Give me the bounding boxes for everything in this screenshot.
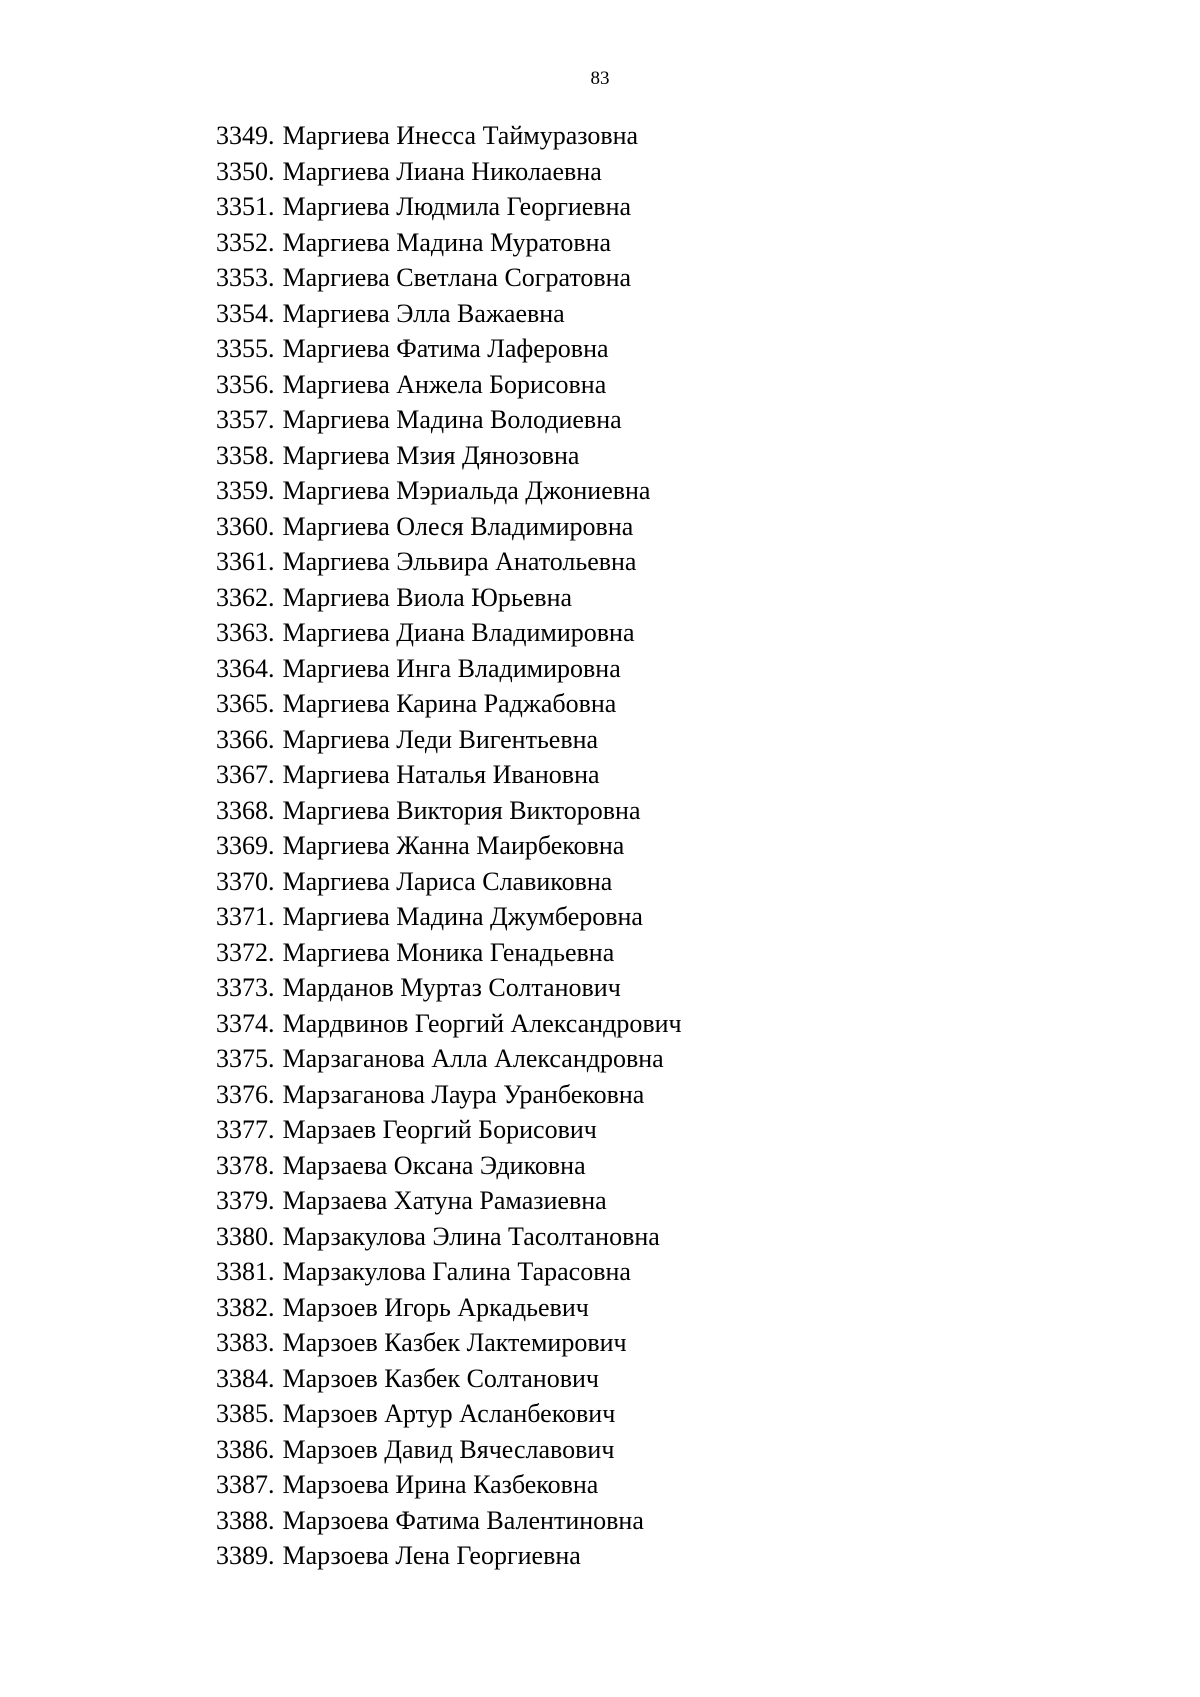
person-name: Маргиева Виктория Викторовна: [282, 795, 641, 825]
list-item: [216, 118, 682, 154]
item-number: 3385.: [216, 1399, 275, 1428]
person-name: Маргиева Наталья Ивановна: [282, 760, 600, 789]
person-name: Маргиева Мэриальда Джониевна: [282, 476, 651, 505]
item-number: 3368.: [216, 795, 275, 825]
item-number: 3355.: [216, 334, 275, 363]
list-item: [216, 828, 682, 864]
item-number: 3382.: [216, 1292, 275, 1322]
person-name: Марзоева Лена Георгиевна: [282, 1541, 581, 1570]
list-item: [216, 1290, 682, 1326]
person-name: Маргиева Моника Генадьевна: [282, 937, 615, 967]
person-name: Маргиева Леди Вигентьевна: [282, 724, 599, 754]
list-item: [216, 970, 682, 1006]
person-name: Маргиева Олеся Владимировна: [282, 511, 634, 541]
item-number: 3375.: [216, 1044, 275, 1073]
item-number: 3349.: [216, 121, 275, 150]
list-item: [216, 1183, 682, 1219]
list-item: [216, 225, 682, 261]
list-item: [216, 402, 682, 438]
page-number: 83: [590, 68, 610, 89]
item-number: 3351.: [216, 192, 275, 221]
person-name: Марзакулова Элина Тасолтановна: [282, 1221, 660, 1251]
list-item: [216, 544, 682, 580]
item-number: 3352.: [216, 227, 275, 257]
list-item: [216, 438, 682, 474]
person-name: Маргиева Лиана Николаевна: [282, 156, 602, 186]
list-item: [216, 260, 682, 296]
item-number: 3361.: [216, 547, 275, 576]
list-item: [216, 935, 682, 971]
person-name: Маргиева Эльвира Анатольевна: [282, 547, 637, 576]
list-item: [216, 686, 682, 722]
list-item: [216, 722, 682, 758]
list-item: [216, 189, 682, 225]
person-name: Марзоев Артур Асланбекович: [282, 1399, 616, 1428]
item-number: 3374.: [216, 1008, 275, 1038]
list-item: [216, 899, 682, 935]
person-name: Маргиева Инга Владимировна: [282, 653, 621, 683]
list-item: [216, 757, 682, 793]
person-name: Марзоева Фатима Валентиновна: [282, 1505, 644, 1535]
list-item: [216, 1503, 682, 1539]
list-item: [216, 331, 682, 367]
item-number: 3360.: [216, 511, 275, 541]
item-number: 3377.: [216, 1115, 275, 1144]
list-item: [216, 1006, 682, 1042]
person-name: Марзаева Оксана Эдиковна: [282, 1150, 586, 1180]
person-name: Маргиева Инесса Таймуразовна: [282, 121, 639, 150]
list-item: [216, 651, 682, 687]
person-name: Марзоев Давид Вячеславович: [282, 1434, 615, 1464]
person-name: Маргиева Мзия Дянозовна: [282, 440, 580, 470]
list-item: [216, 1432, 682, 1468]
item-number: 3356.: [216, 369, 275, 399]
person-name: Маргиева Карина Раджабовна: [282, 689, 617, 718]
item-number: 3357.: [216, 405, 275, 434]
item-number: 3366.: [216, 724, 275, 754]
item-number: 3362.: [216, 582, 275, 612]
item-number: 3372.: [216, 937, 275, 967]
person-name: Маргиева Мадина Володиевна: [282, 405, 622, 434]
list-item: [216, 1325, 682, 1361]
item-number: 3376.: [216, 1079, 275, 1109]
list-item: [216, 1219, 682, 1255]
person-name: Маргиева Мадина Джумберовна: [282, 902, 643, 931]
item-number: 3363.: [216, 618, 275, 647]
list-item: [216, 1361, 682, 1397]
person-name: Маргиева Лариса Славиковна: [282, 866, 613, 896]
person-name: Марзаганова Алла Александровна: [282, 1044, 664, 1073]
item-number: 3384.: [216, 1363, 275, 1393]
person-name: Марзаев Георгий Борисович: [282, 1115, 597, 1144]
list-item: [216, 1112, 682, 1148]
person-name: Марзоев Игорь Аркадьевич: [282, 1292, 589, 1322]
list-item: [216, 367, 682, 403]
list-item: [216, 615, 682, 651]
person-name: Марзоева Ирина Казбековна: [282, 1470, 599, 1499]
item-number: 3381.: [216, 1257, 275, 1286]
person-name: Маргиева Анжела Борисовна: [282, 369, 607, 399]
item-number: 3359.: [216, 476, 275, 505]
item-number: 3373.: [216, 973, 275, 1002]
list-item: [216, 473, 682, 509]
item-number: 3365.: [216, 689, 275, 718]
item-number: 3367.: [216, 760, 275, 789]
list-item: [216, 580, 682, 616]
item-number: 3350.: [216, 156, 275, 186]
item-number: 3371.: [216, 902, 275, 931]
item-number: 3378.: [216, 1150, 275, 1180]
item-number: 3353.: [216, 263, 275, 292]
list-item: [216, 1077, 682, 1113]
item-number: 3386.: [216, 1434, 275, 1464]
item-number: 3387.: [216, 1470, 275, 1499]
item-number: 3370.: [216, 866, 275, 896]
item-number: 3388.: [216, 1505, 275, 1535]
person-name: Марзаева Хатуна Рамазиевна: [282, 1186, 607, 1215]
name-list: [216, 118, 682, 1574]
list-item: [216, 1396, 682, 1432]
list-item: [216, 793, 682, 829]
person-name: Маргиева Элла Важаевна: [282, 298, 565, 328]
person-name: Марзакулова Галина Тарасовна: [282, 1257, 631, 1286]
list-item: [216, 1148, 682, 1184]
person-name: Маргиева Светлана Согратовна: [282, 263, 632, 292]
item-number: 3364.: [216, 653, 275, 683]
person-name: Марданов Муртаз Солтанович: [282, 973, 621, 1002]
list-item: [216, 296, 682, 332]
list-item: [216, 1254, 682, 1290]
item-number: 3380.: [216, 1221, 275, 1251]
item-number: 3389.: [216, 1541, 275, 1570]
person-name: Марзоев Казбек Солтанович: [282, 1363, 599, 1393]
person-name: Мардвинов Георгий Александрович: [282, 1008, 682, 1038]
list-item: [216, 509, 682, 545]
person-name: Маргиева Людмила Георгиевна: [282, 192, 632, 221]
item-number: 3383.: [216, 1328, 275, 1357]
item-number: 3369.: [216, 831, 275, 860]
item-number: 3379.: [216, 1186, 275, 1215]
item-number: 3358.: [216, 440, 275, 470]
list-item: [216, 1538, 682, 1574]
person-name: Марзоев Казбек Лактемирович: [282, 1328, 627, 1357]
list-item: [216, 1041, 682, 1077]
list-item: [216, 1467, 682, 1503]
person-name: Маргиева Диана Владимировна: [282, 618, 635, 647]
person-name: Маргиева Жанна Маирбековна: [282, 831, 625, 860]
person-name: Маргиева Фатима Лаферовна: [282, 334, 609, 363]
list-item: [216, 864, 682, 900]
person-name: Маргиева Виола Юрьевна: [282, 582, 573, 612]
item-number: 3354.: [216, 298, 275, 328]
person-name: Маргиева Мадина Муратовна: [282, 227, 612, 257]
list-item: [216, 154, 682, 190]
person-name: Марзаганова Лаура Уранбековна: [282, 1079, 645, 1109]
